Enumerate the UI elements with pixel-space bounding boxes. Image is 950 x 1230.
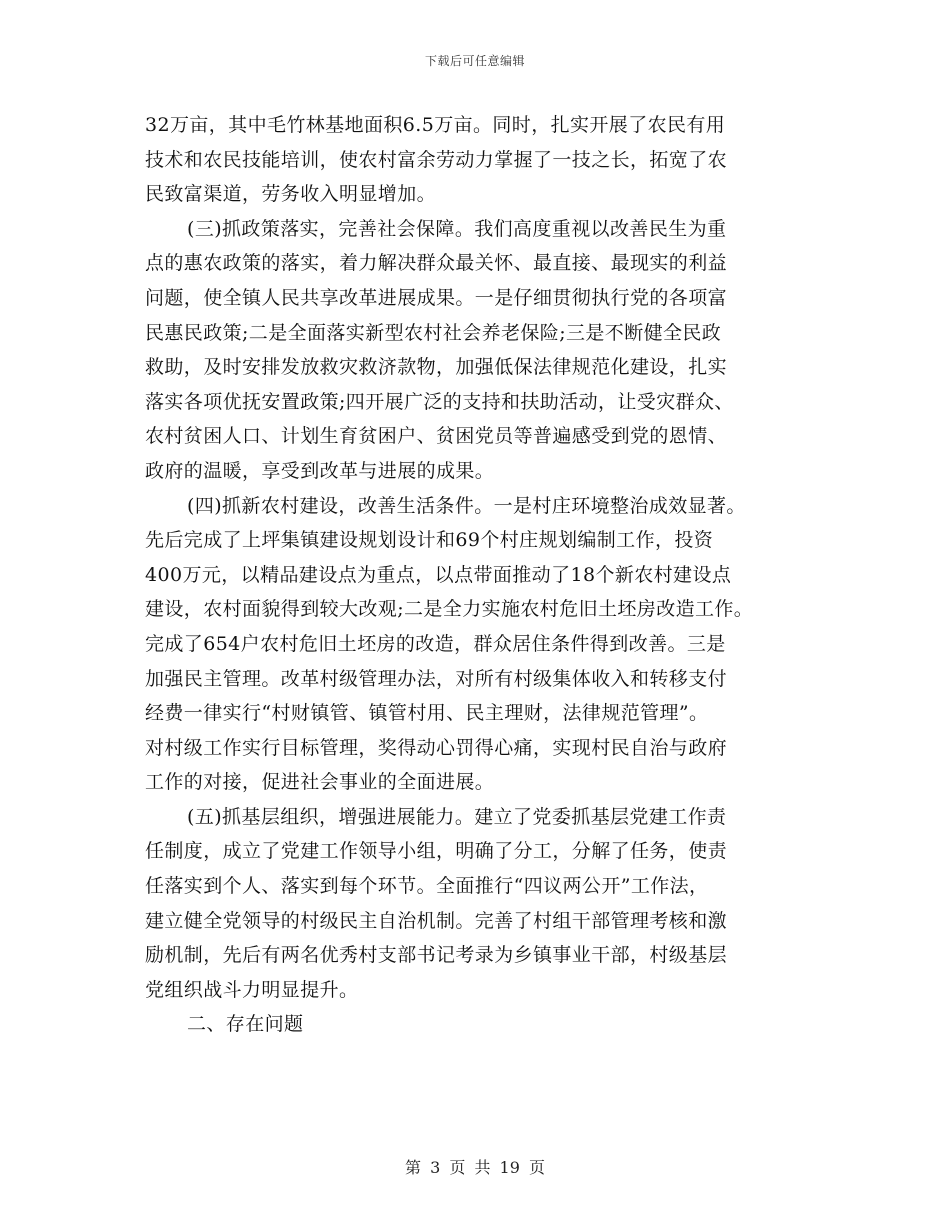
text-line: 政府的温暖，享受到改革与进展的成果。	[145, 459, 495, 482]
text-line: 建设，农村面貌得到较大改观;二是全力实施农村危旧土坯房改造工作。	[145, 598, 754, 621]
text-line: 400万元，以精品建设点为重点，以点带面推动了18个新农村建设点	[145, 563, 732, 586]
text-line: 任制度，成立了党建工作领导小组，明确了分工，分解了任务，使责	[145, 840, 728, 863]
text-line: 经费一律实行“村财镇管、镇管村用、民主理财，法律规范管理”。	[145, 702, 709, 725]
text-line: 32万亩，其中毛竹林基地面积6.5万亩。同时，扎实开展了农民有用	[145, 114, 726, 136]
text-line: 技术和农民技能培训，使农村富余劳动力掌握了一技之长，拓宽了农	[145, 148, 728, 171]
text-line: 民惠民政策;二是全面落实新型农村社会养老保险;三是不断健全民政	[145, 321, 722, 344]
page-footer: 第 3 页 共 19 页	[405, 1158, 545, 1177]
text-line: 加强民主管理。改革村级管理办法，对所有村级集体收入和转移支付	[145, 667, 728, 690]
text-line: 励机制，先后有两名优秀村支部书记考录为乡镇事业干部，村级基层	[145, 944, 728, 967]
text-line: (三)抓政策落实，完善社会保障。我们高度重视以改善民生为重	[187, 217, 727, 240]
text-line: 落实各项优抚安置政策;四开展广泛的支持和扶助活动，让受灾群众、	[145, 390, 734, 413]
text-line: 农村贫困人口、计划生育贫困户、贫困党员等普遍感受到党的恩情、	[145, 425, 728, 448]
text-line: 先后完成了上坪集镇建设规划设计和69个村庄规划编制工作，投资	[145, 529, 714, 552]
text-line: 任落实到个人、落实到每个环节。全面推行“四议两公开”工作法，	[145, 875, 709, 898]
text-line: 点的惠农政策的落实，着力解决群众最关怀、最直接、最现实的利益	[145, 252, 728, 275]
text-line: 完成了654户农村危旧土坯房的改造，群众居住条件得到改善。三是	[145, 632, 726, 655]
text-line: 工作的对接，促进社会事业的全面进展。	[145, 771, 495, 794]
text-line: 问题，使全镇人民共享改革进展成果。一是仔细贯彻执行党的各项富	[145, 286, 728, 309]
text-line: 党组织战斗力明显提升。	[145, 978, 359, 1001]
text-line: (五)抓基层组织，增强进展能力。建立了党委抓基层党建工作责	[187, 805, 727, 828]
text-line: 建立健全党领导的村级民主自治机制。完善了村组干部管理考核和激	[145, 909, 728, 932]
text-line: 救助，及时安排发放救灾救济款物，加强低保法律规范化建设，扎实	[145, 356, 728, 379]
text-line: 对村级工作实行目标管理，奖得动心罚得心痛，实现村民自治与政府	[145, 736, 728, 759]
text-line: (四)抓新农村建设，改善生活条件。一是村庄环境整治成效显著。	[187, 494, 746, 517]
document-body	[145, 108, 825, 1042]
page-header: 下载后可任意编辑	[424, 54, 525, 68]
text-line: 民致富渠道，劳务收入明显增加。	[145, 183, 437, 206]
text-line: 二、存在问题	[187, 1013, 304, 1036]
